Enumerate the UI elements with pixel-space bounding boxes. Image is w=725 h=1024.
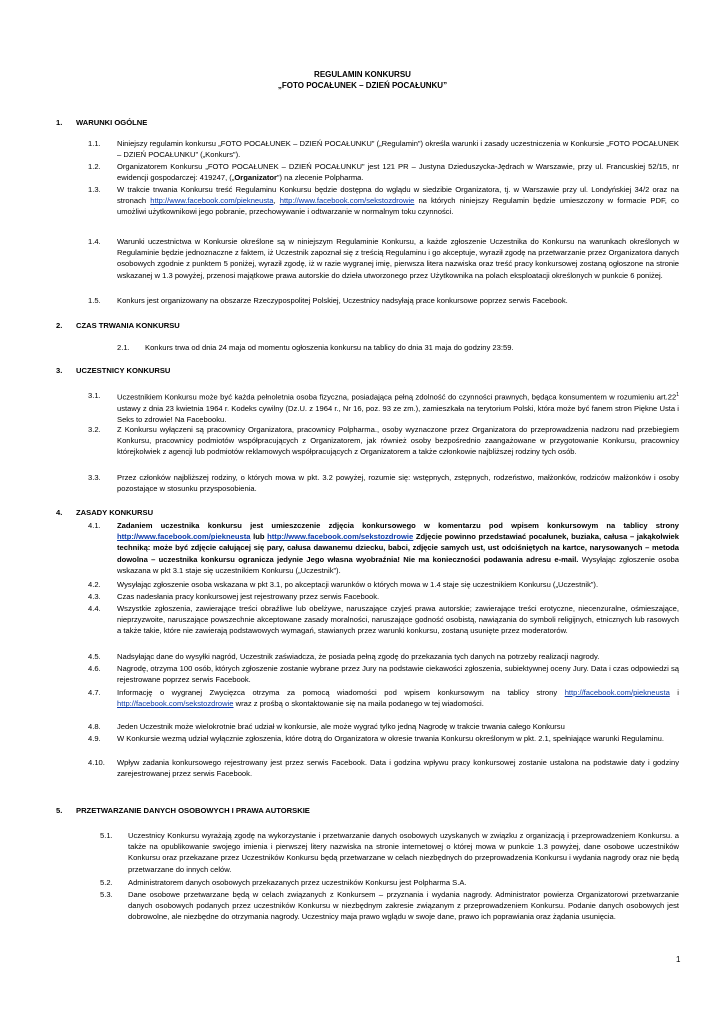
paragraph-4-2: 4.2. Wysyłając zgłoszenie osoba wskazana w pkt 3.1, po akceptacji warunków o których mowa w 1.4 staje się uczestnikiem Konkursu („Uczestnik”). [88,580,599,589]
paragraph-4-6: 4.6. Nagrodę, otrzyma 100 osób, których zgłoszenie zostanie wybrane przez Jury na podstawie ciekawości zgłoszenia, subiektywnej oceny Jury. Data i czas odpowiedzi są rejestrowane poprzez serwis Facebook. [88,664,679,685]
page-number: 1 [676,955,681,964]
document-subtitle: „FOTO POCAŁUNEK – DZIEŃ POCAŁUNKU” [277,81,448,90]
section-heading-3: 3. UCZESTNICY KONKURSU [56,366,171,375]
link-piekneusta[interactable]: http://www.facebook.com/piekneusta [150,196,274,206]
link-sekstozdrowie-2[interactable]: http://www.facebook.com/sekstozdrowie [267,532,414,542]
link-piekneusta-3[interactable]: http://facebook.com/piekneusta [564,688,670,697]
paragraph-1-2: 1.2. Organizatorem Konkursu „FOTO POCAŁUNEK – DZIEŃ POCAŁUNKU” jest 121 PR – Justyna Dzieduszycka-Jędrach w Warszawie, przy ul. Francuskiej 52/15, nr ewidencji gospodarczej: 419247, („Organizator”) na zlecenie Polpharma. [88,162,679,183]
document-title: REGULAMIN KONKURSU [314,70,411,79]
section-heading-4: 4. ZASADY KONKURSU [56,508,154,517]
paragraph-4-5: 4.5. Nadsyłając dane do wysyłki nagród, Uczestnik zaświadcza, że posiada pełną zgodę do przekazania tych danych na potrzeby realizacji nagrody. [88,652,600,661]
section-heading-2: 2. CZAS TRWANIA KONKURSU [56,321,180,330]
link-sekstozdrowie-3[interactable]: http://facebook.com/sekstozdrowie [117,699,234,709]
paragraph-4-8: 4.8. Jeden Uczestnik może wielokrotnie brać udział w konkursie, ale może wygrać tylko jedną Nagrodę w trakcie trwania całego Konkursu [88,722,565,731]
paragraph-3-1: 3.1. Uczestnikiem Konkursu może być każda pełnoletnia osoba fizyczna, posiadająca pełną zdolność do czynności prawnych, będąca konsumentem w rozumieniu $art.22^1$ ustawy z dnia 23 kwietnia 1964 r. Kodeks cywilny (Dz.U. z 1964 r., Nr 16, poz. 93 ze zm.), zamieszkała na terytorium Polski, która może być fanem stron Piękne Usta i Seks to zdrowie! Na Facebooku. [88,391,679,424]
paragraph-1-5: 1.5. Konkurs jest organizowany na obszarze Rzeczypospolitej Polskiej, Uczestnicy nadsyłają prace konkursowe poprzez serwis Facebook. [88,296,568,305]
paragraph-3-3: 3.3. Przez członków najbliższej rodziny, o których mowa w pkt. 3.2 powyżej, rozumie się: wstępnych, zstępnych, rodzeństwo, małżonków, rodziców małżonków i osoby pozostające w stosunku przysposobienia. [88,473,679,494]
paragraph-4-10: 4.10. Wpływ zadania konkursowego rejestrowany jest przez serwis Facebook. Data i godzina wpływu pracy konkursowej zostanie ustalona na podstawie daty i godziny zarejestrowanej przez serwis Facebook. [88,758,679,779]
paragraph-5-2: 5.2. Administratorem danych osobowych przekazanych przez uczestników Konkursu jest Polpharma S.A. [100,878,467,887]
paragraph-5-1: 5.1. Uczestnicy Konkursu wyrażają zgodę na wykorzystanie i przetwarzanie danych osobowych uzyskanych w związku z organizacją i przeprowadzeniem Konkursu. a także na opublikowanie swojego imienia i pierwszej litery nazwiska na stronie internetowej o której mowa w punkcie 1.3 powyżej, dane osobowe uczestników Konkursu oraz przekazane przez Uczestników Konkursu będą przetwarzane w celach niezbędnych do przeprowadzenia Konkursu i wydania nagrody oraz nie będą przetwarzane do innych celów. [100,831,679,874]
section-heading-5: 5. PRZETWARZANIE DANYCH OSOBOWYCH I PRAWA AUTORSKIE [56,806,310,815]
paragraph-4-7: 4.7. Informację o wygranej Zwycięzca otrzyma za pomocą wiadomości pod wpisem konkursowym na tablicy strony http://facebook.com/piekneusta i http://facebook.com/sekstozdrowie wraz z prośbą o skontaktowanie się na maila podanego w tej wiadomości. [88,688,679,709]
paragraph-1-3: 1.3. W trakcie trwania Konkursu treść Regulaminu Konkursu będzie dostępna do wglądu w siedzibie Organizatora, tj. w Warszawie przy ul. Londyńskiej 34/2 oraz na stronach http://www.facebook.com/piekneusta, http://www.facebook.com/sekstozdrowie na których niniejszy Regulamin będzie umieszczony w formacie PDF, co umożliwi użytkownikowi jego pobranie, przechowywanie i odtwarzanie w normalnym toku czynności. [88,185,679,217]
paragraph-3-2: 3.2. Z Konkursu wyłączeni są pracownicy Organizatora, pracownicy Polpharma., osoby wyznaczone przez Organizatora do przeprowadzenia nadzoru nad przebiegiem Konkursu, pracownicy podmiotów współpracujących z Organizatorem, jak również osoby bezpośrednio zaangażowane w przygotowanie Konkursu, pracownicy którejkolwiek z agencji lub podmiotów reklamowych współpracujących z Organizatorem a także członkowie najbliższej rodziny tych osób. [88,425,679,457]
paragraph-1-4: 1.4. Warunki uczestnictwa w Konkursie określone są w niniejszym Regulaminie Konkursu, a każde zgłoszenie Uczestnika do Konkursu na warunkach określonych w Regulaminie będzie jednoznaczne z faktem, iż Uczestnik zapoznał się z treścią Regulaminu i go akceptuje, wyraził zgodę na przetwarzanie przez Organizatora danych osobowych zgodnie z punktem 5 poniżej, wyraził zgodę, iż w razie wygranej imię, pierwsza litera nazwiska oraz treść pracy konkursowej zostaną ogłoszone na stronie wskazanej w 1.3 powyżej, przenosi majątkowe prawa autorskie do dzieła utworzonego przez Użytkownika na polach eksploatacji określonych w punkcie 6 poniżej. [88,237,679,280]
paragraph-4-9: 4.9. W Konkursie wezmą udział wyłącznie zgłoszenia, które dotrą do Organizatora w okresie trwania Konkursu określonym w pkt. 2.1, spełniające warunki Regulaminu. [88,734,665,743]
paragraph-1-1: 1.1. Niniejszy regulamin konkursu „FOTO POCAŁUNEK – DZIEŃ POCAŁUNKU” („Regulamin”) określa warunki i zasady uczestniczenia w Konkursie „FOTO POCAŁUNEK – DZIEŃ POCAŁUNKU” („Konkurs”). [88,139,679,160]
paragraph-5-3: 5.3. Dane osobowe przetwarzane będą w celach związanych z Konkursem – przyznania i wydania nagrody. Administrator powierza Organizatorowi przetwarzanie danych osobowych podanych przez uczestników Konkursu w niezbędnym zakresie związanym z przeprowadzeniem Konkursu. Podanie danych osobowych jest dobrowolne, ale niezbędne do otrzymania nagrody. Uczestnicy maja prawo wglądu w swoje dane, prawo ich poprawiania oraz żądania usunięcia. [100,890,679,922]
paragraph-2-1: 2.1. Konkurs trwa od dnia 24 maja od momentu ogłoszenia konkursu na tablicy do dnia 31 maja do godziny 23:59. [117,343,514,352]
paragraph-4-3: 4.3. Czas nadesłania pracy konkursowej jest rejestrowany przez serwis Facebook. [88,592,380,601]
link-piekneusta-2[interactable]: http://www.facebook.com/piekneusta [117,532,251,542]
paragraph-4-1: 4.1. Zadaniem uczestnika konkursu jest umieszczenie zdjęcia konkursowego w komentarzu pod wpisem konkursowym na tablicy strony http://www.facebook.com/piekneusta lub http://www.facebook.com/sekstozdrowie Zdjęcie powinno przedstawiać pocałunek, buziaka, całusa – jakąkolwiek techniką: może być zdjęcie całującej się pary, całusa dawanemu dziecku, babci, zdjęcie samych ust, ust odciśniętych na kartce, narysowanych – metoda dowolna – uczestnika konkursu ogranicza jedynie Jego własna wyobraźnia! Nie ma konieczności podawania adresu e-mail. Wysyłając zgłoszenie osoba wskazana w pkt 3.1 staje się uczestnikiem Konkursu („Uczestnik”). [88,521,680,575]
section-heading-1: 1. WARUNKI OGÓLNE [56,118,148,127]
link-sekstozdrowie[interactable]: http://www.facebook.com/sekstozdrowie [279,196,415,206]
paragraph-4-4: 4.4. Wszystkie zgłoszenia, zawierające treści obraźliwe lub obelżywe, naruszające czyjeś prawa autorskie; zawierające treści erotyczne, niecenzuralne, ośmieszające, nieprzyzwoite, naruszające powszechnie akceptowane zasady moralności, naruszające godność osobistą, nawiązania do symboli religijnych, etnicznych lub rasowych a także takie, które nie zawierają podstawowych wymagań, stawianych przez warunki konkursu, zostaną usunięte przez moderatorów. [88,604,679,636]
